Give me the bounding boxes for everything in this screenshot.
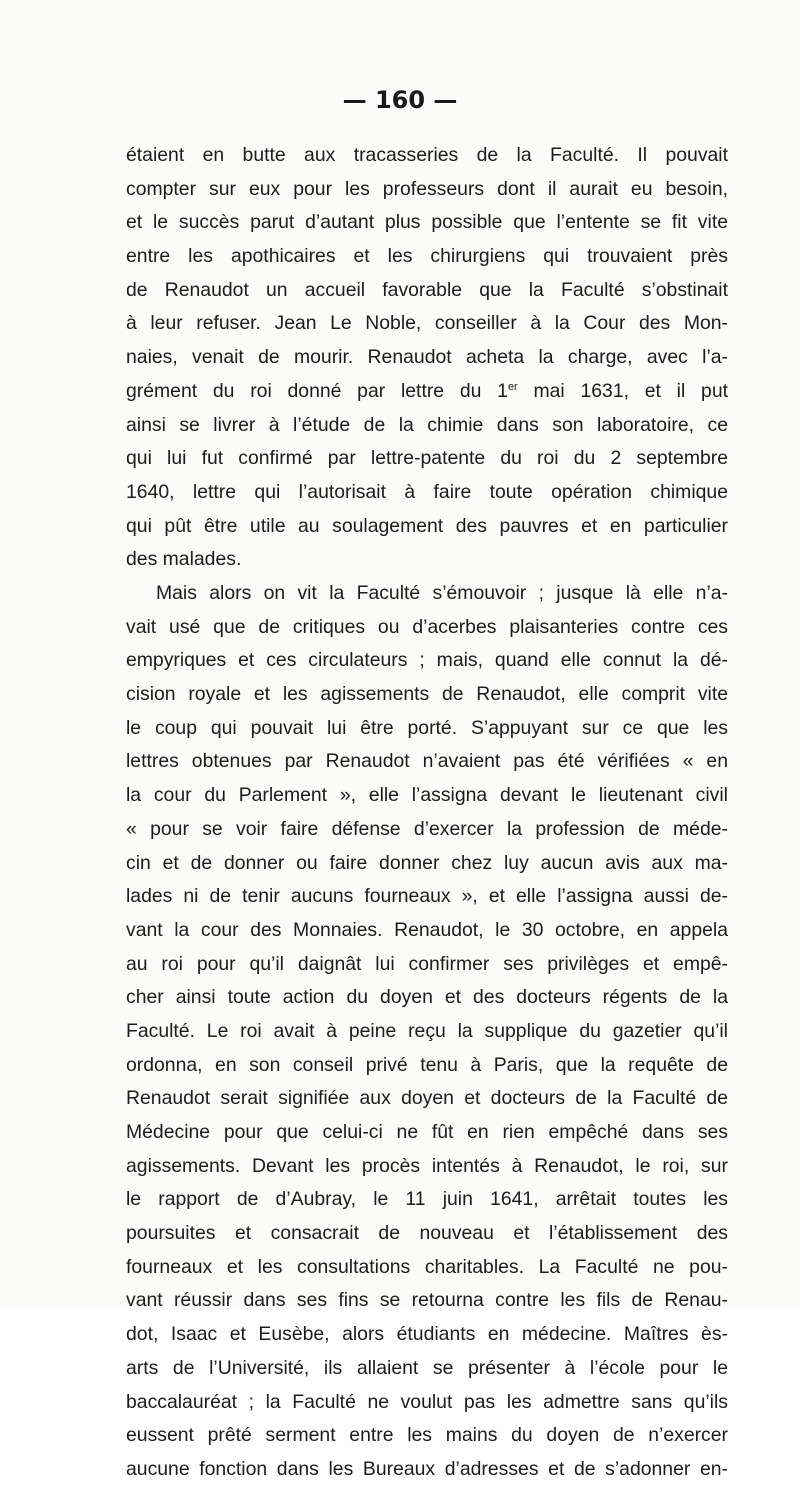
text-line: Renaudot serait signifiée aux doyen et docteurs de la Faculté de: [126, 1087, 728, 1110]
text-line: empyriques et ces circulateurs ; mais, quand elle connut la dé-: [126, 649, 728, 672]
text-line: baccalauréat ; la Faculté ne voulut pas les admettre sans qu’ils: [126, 1390, 728, 1413]
text-line: vant la cour des Monnaies. Renaudot, le 30 octobre, en appela: [126, 918, 728, 941]
text-line: « pour se voir faire défense d’exercer la profession de méde-: [126, 817, 728, 840]
paragraph-2: [126, 577, 728, 1487]
text-line: Faculté. Le roi avait à peine reçu la supplique du gazetier qu’il: [126, 1019, 728, 1042]
text-line: [126, 375, 728, 409]
text-line: arts de l’Université, ils allaient se présenter à l’école pour le: [126, 1356, 728, 1379]
text-line: agissements. Devant les procès intentés à Renaudot, le roi, sur: [126, 1154, 728, 1177]
text-segment: mai 1631, et il put: [517, 379, 728, 402]
text-line: la cour du Parlement », elle l’assigna devant le lieutenant civil: [126, 784, 728, 807]
text-line: Mais alors on vit la Faculté s’émouvoir ; jusque là elle n’a-: [156, 582, 728, 604]
text-segment: grément du roi donné par lettre du 1: [126, 379, 508, 402]
text-line: qui lui fut confirmé par lettre-patente du roi du 2 septembre: [126, 447, 728, 470]
text-line: 1640, lettre qui l’autorisait à faire toute opération chimique: [126, 480, 728, 503]
text-line: au roi pour qu’il daignât lui confirmer ses privilèges et empê-: [126, 952, 728, 975]
text-line: étaient en butte aux tracasseries de la Faculté. Il pouvait: [126, 144, 728, 166]
text-line: qui pût être utile au soulagement des pauvres et en particulier: [126, 514, 728, 537]
text-line: vait usé que de critiques ou d’acerbes plaisanteries contre ces: [126, 615, 728, 638]
text-line: lettres obtenues par Renaudot n’avaient pas été vérifiées « en: [126, 750, 728, 773]
text-line: entre les apothicaires et les chirurgiens qui trouvaient près: [126, 245, 728, 268]
text-line: aucune fonction dans les Bureaux d’adresses et de s’adonner en-: [126, 1457, 728, 1480]
text-line: cin et de donner ou faire donner chez luy aucun avis aux ma-: [126, 851, 728, 874]
page-number: — 160 —: [342, 86, 458, 114]
text-line: lades ni de tenir aucuns fourneaux », et elle l’assigna aussi de-: [126, 885, 728, 908]
text-line: vant réussir dans ses fins se retourna contre les fils de Renau-: [126, 1289, 728, 1312]
text-line: ainsi se livrer à l’étude de la chimie dans son laboratoire, ce: [126, 413, 728, 436]
text-line: naies, venait de mourir. Renaudot acheta la charge, avec l’a-: [126, 346, 728, 369]
text-line: à leur refuser. Jean Le Noble, conseiller à la Cour des Mon-: [126, 312, 728, 335]
text-line: eussent prêté serment entre les mains du doyen de n’exercer: [126, 1424, 728, 1447]
text-line: poursuites et consacrait de nouveau et l’établissement des: [126, 1222, 728, 1245]
text-line: et le succès parut d’autant plus possible que l’entente se fit vite: [126, 211, 728, 234]
text-line: fourneaux et les consultations charitables. La Faculté ne pou-: [126, 1255, 728, 1278]
ordinal-superscript: er: [507, 380, 518, 393]
text-line: le coup qui pouvait lui être porté. S’appuyant sur ce que les: [126, 716, 728, 739]
text-line: compter sur eux pour les professeurs dont il aurait eu besoin,: [126, 177, 728, 200]
text-line: cision royale et les agissements de Renaudot, elle comprit vite: [126, 683, 728, 706]
text-line: ordonna, en son conseil privé tenu à Paris, que la requête de: [126, 1053, 728, 1076]
text-line: le rapport de d’Aubray, le 11 juin 1641, arrêtait toutes les: [126, 1188, 728, 1211]
text-line: de Renaudot un accueil favorable que la Faculté s’obstinait: [126, 278, 728, 301]
text-line: des malades.: [126, 548, 242, 571]
text-line: cher ainsi toute action du doyen et des docteurs régents de la: [126, 986, 728, 1009]
paragraph-1: [126, 139, 728, 577]
text-line: dot, Isaac et Eusèbe, alors étudiants en médecine. Maîtres ès-: [126, 1323, 728, 1346]
text-line: Médecine pour que celui-ci ne fût en rien empêché dans ses: [126, 1121, 728, 1143]
